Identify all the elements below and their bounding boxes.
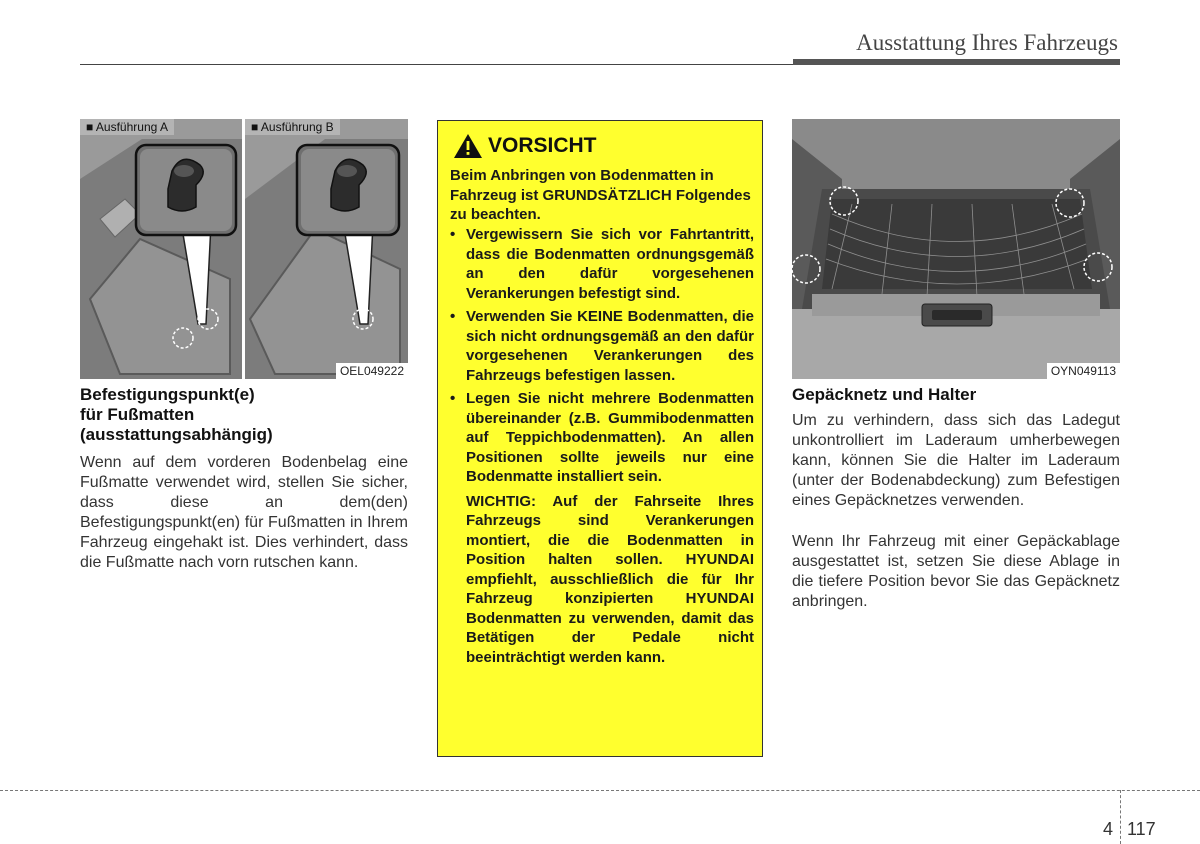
cargo-net-paragraph-1: Um zu verhindern, dass sich das Ladegut unkontrolliert im Laderaum umherbewegen kann, können Sie die Halter im Laderaum (unter der Bodenabdeckung) zum Befestigen eines Gepäcknetzes verwenden. (792, 412, 1120, 509)
floor-mat-anchor-image-b (245, 119, 408, 379)
figure-code-right: OYN049113 (1047, 363, 1120, 379)
floor-mat-body: Wenn auf dem vorderen Bodenbelag eine Fußmatte verwendet wird, stellen Sie sicher, dass diese an dem(den) Befestigungspunkt(en) für Fußmatten in Ihrem Fahrzeug eingehakt ist. Dies verhindert, dass die Fußmatte nach vorn rutschen kann. (80, 454, 408, 571)
caution-item (450, 225, 754, 303)
caution-box (437, 120, 763, 757)
cargo-net-image (792, 119, 1120, 379)
caution-title (453, 133, 597, 159)
figure-caption-a: ■ Ausführung A (80, 119, 174, 135)
caution-item-text: Verwenden Sie KEINE Bodenmatten, die sich nicht ordnungsgemäß an den dafür vorgesehenen Verankerungen des Fahrzeugs befestigen lassen. (466, 308, 754, 384)
caution-list (450, 225, 754, 671)
heading-line-3: (ausstattungsabhängig) (80, 425, 273, 444)
figure-variant-b (245, 119, 408, 379)
caution-intro: Beim Anbringen von Bodenmatten in Fahrzeug ist GRUNDSÄTZLICH Folgendes zu beachten. (450, 167, 751, 223)
footer-divider (1120, 790, 1121, 844)
bullet: • (450, 226, 456, 243)
caution-item (450, 389, 754, 667)
heading-line-2: für Fußmatten (80, 405, 195, 424)
floor-mat-anchor-image-a (80, 119, 242, 379)
caution-important-note: WICHTIG: Auf der Fahrseite Ihres Fahrzeugs sind Verankerungen montiert, die die Bodenmatten in Position halten sollen. HYUNDAI empfiehlt, ausschließlich die für Ihr Fahrzeug konzipierten HYUNDAI Bodenmatten zu verwenden, damit das Betätigen der Pedale nicht beeinträchtigt werden kann. (466, 492, 754, 666)
caution-item (450, 307, 754, 385)
chapter-number: 4 (1103, 819, 1114, 839)
figure-variant-a (80, 119, 242, 379)
bullet: • (450, 390, 456, 407)
footer-rule (0, 790, 1200, 791)
figure-cargo-net (792, 119, 1120, 379)
caution-title-text: VORSICHT (488, 134, 597, 157)
cargo-net-heading: Gepäcknetz und Halter (792, 385, 977, 404)
page-number: 117 (1127, 819, 1156, 839)
header-rule-accent (793, 59, 1120, 65)
figure-caption-b: ■ Ausführung B (245, 119, 340, 135)
figure-code-left: OEL049222 (336, 363, 408, 379)
cargo-net-paragraph-2: Wenn Ihr Fahrzeug mit einer Gepäckablage ausgestattet ist, setzen Sie diese Ablage in die tiefere Position bevor Sie das Gepäcknetz anbringen. (792, 533, 1120, 610)
caution-item-text: Legen Sie nicht mehrere Bodenmatten übereinander (z.B. Gummibodenmatten auf Teppichbodenmatten). An allen Positionen sollte jeweils nur eine Bodenmatte installiert sein. (466, 390, 754, 485)
warning-triangle-icon (453, 133, 483, 159)
floor-mat-heading (80, 385, 410, 445)
heading-line-1: Befestigungspunkt(e) (80, 385, 255, 404)
section-title: Ausstattung Ihres Fahrzeugs (856, 30, 1118, 55)
bullet: • (450, 308, 456, 325)
caution-item-text: Vergewissern Sie sich vor Fahrtantritt, dass die Bodenmatten ordnungsgemäß an den dafür vorgesehenen Verankerungen befestigt sind. (466, 226, 754, 302)
